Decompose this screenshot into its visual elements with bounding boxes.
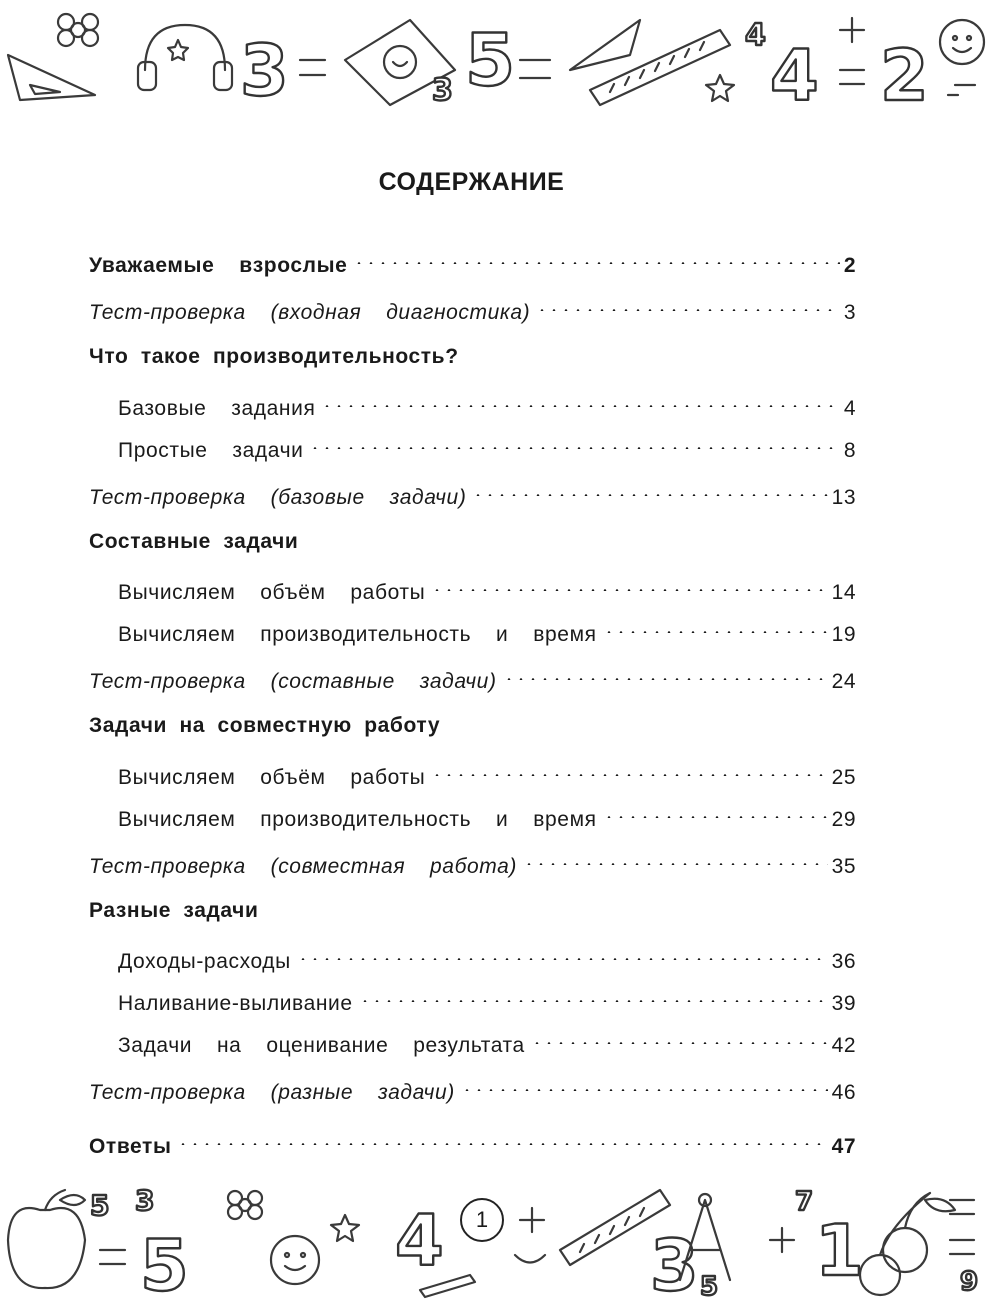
top-digit-3b: 3 xyxy=(432,73,453,108)
toc-entry-label: Тест-проверка (составные задачи) xyxy=(89,670,497,693)
toc-entry-page: 3 xyxy=(843,301,856,324)
toc-entry-label: Вычисляем производительность и время xyxy=(118,623,597,646)
dot-leader xyxy=(321,385,839,415)
toc-entry-page: 36 xyxy=(831,950,856,973)
dot-leader xyxy=(431,569,827,599)
dot-leader xyxy=(531,1022,828,1052)
toc-entry-label: Тест-проверка (базовые задачи) xyxy=(89,486,467,509)
toc-entry-page: 8 xyxy=(843,439,856,462)
dot-leader xyxy=(472,474,827,504)
toc-entry[interactable] xyxy=(89,1069,856,1104)
section-heading: Разные задачи xyxy=(89,899,259,922)
toc-entry[interactable] xyxy=(118,427,856,462)
toc-entry-page: 2 xyxy=(843,254,856,277)
toc-entry-page: 25 xyxy=(831,766,856,789)
toc-entry-page: 14 xyxy=(831,581,856,604)
toc-entry[interactable] xyxy=(118,938,856,973)
bottom-digit-3: 3 xyxy=(650,1225,699,1300)
top-digit-4b: 4 xyxy=(770,35,819,112)
toc-entry-label: Доходы-расходы xyxy=(118,950,291,973)
dot-leader xyxy=(309,427,839,457)
toc-entry-page: 42 xyxy=(831,1034,856,1057)
toc-entry-page: 13 xyxy=(831,486,856,509)
toc-entry-label: Вычисляем объём работы xyxy=(118,581,426,604)
dot-leader xyxy=(503,658,828,688)
toc-entry-label: Простые задачи xyxy=(118,439,304,462)
bottom-digit-7: 7 xyxy=(795,1187,814,1217)
dot-leader xyxy=(603,611,828,641)
toc-entry[interactable] xyxy=(118,796,856,831)
bottom-digit-5a: 5 xyxy=(90,1189,110,1222)
toc-entry[interactable] xyxy=(118,385,856,420)
page-number: 1 xyxy=(460,1198,504,1242)
toc-entry-page: 46 xyxy=(831,1081,856,1104)
toc-entry[interactable] xyxy=(89,1123,856,1158)
toc-entry[interactable] xyxy=(89,843,856,878)
bottom-digit-3a: 3 xyxy=(135,1184,155,1217)
toc-entry-label: Наливание-выливание xyxy=(118,992,353,1015)
toc-entry[interactable] xyxy=(118,1022,856,1057)
toc-entry-page: 39 xyxy=(831,992,856,1015)
bottom-digit-5: 5 xyxy=(140,1225,189,1300)
toc-entry-label: Базовые задания xyxy=(118,397,316,420)
dot-leader xyxy=(353,242,839,272)
toc-entry-page: 47 xyxy=(831,1135,856,1158)
section-heading: Составные задачи xyxy=(89,530,299,553)
toc-entry-page: 24 xyxy=(831,670,856,693)
bottom-digit-4: 4 xyxy=(395,1200,444,1282)
dot-leader xyxy=(359,980,828,1010)
toc-entry[interactable] xyxy=(89,242,856,277)
toc-entry[interactable] xyxy=(89,474,856,509)
toc-entry[interactable] xyxy=(118,980,856,1015)
bottom-digit-5b: 5 xyxy=(700,1272,719,1300)
dot-leader xyxy=(177,1123,827,1153)
toc-entry[interactable] xyxy=(89,658,856,693)
toc-entry-label: Уважаемые взрослые xyxy=(89,254,348,277)
dot-leader xyxy=(523,843,828,873)
page-title: СОДЕРЖАНИЕ xyxy=(378,168,565,196)
top-digit-4: 4 xyxy=(745,18,766,53)
toc-entry-page: 19 xyxy=(831,623,856,646)
toc-entry[interactable] xyxy=(118,569,856,604)
bottom-doodle-border xyxy=(0,1180,987,1300)
toc-entry-page: 29 xyxy=(831,808,856,831)
top-doodle-border xyxy=(0,0,987,112)
toc-entry-page: 4 xyxy=(843,397,856,420)
dot-leader xyxy=(536,289,840,319)
toc-entry[interactable] xyxy=(118,611,856,646)
toc-entry-label: Вычисляем объём работы xyxy=(118,766,426,789)
toc-entry-label: Тест-проверка (разные задачи) xyxy=(89,1081,455,1104)
bottom-digit-1: 1 xyxy=(815,1210,864,1292)
dot-leader xyxy=(297,938,828,968)
toc-entry-label: Тест-проверка (входная диагностика) xyxy=(89,301,531,324)
section-heading: Задачи на совместную работу xyxy=(89,714,441,737)
toc-entry-page: 35 xyxy=(831,855,856,878)
dot-leader xyxy=(603,796,828,826)
toc-entry-label: Ответы xyxy=(89,1135,172,1158)
toc-entry[interactable] xyxy=(89,289,856,324)
toc-entry-label: Тест-проверка (совместная работа) xyxy=(89,855,518,878)
section-heading: Что такое производительность? xyxy=(89,345,459,368)
bottom-digit-9: 9 xyxy=(960,1267,979,1297)
top-digit-5: 5 xyxy=(465,18,516,102)
dot-leader xyxy=(461,1069,828,1099)
dot-leader xyxy=(431,754,827,784)
top-digit-3: 3 xyxy=(240,30,289,112)
toc-entry-label: Вычисляем производительность и время xyxy=(118,808,597,831)
toc-entry[interactable] xyxy=(118,754,856,789)
toc-entry-label: Задачи на оценивание результата xyxy=(118,1034,525,1057)
top-digit-2: 2 xyxy=(880,35,929,112)
